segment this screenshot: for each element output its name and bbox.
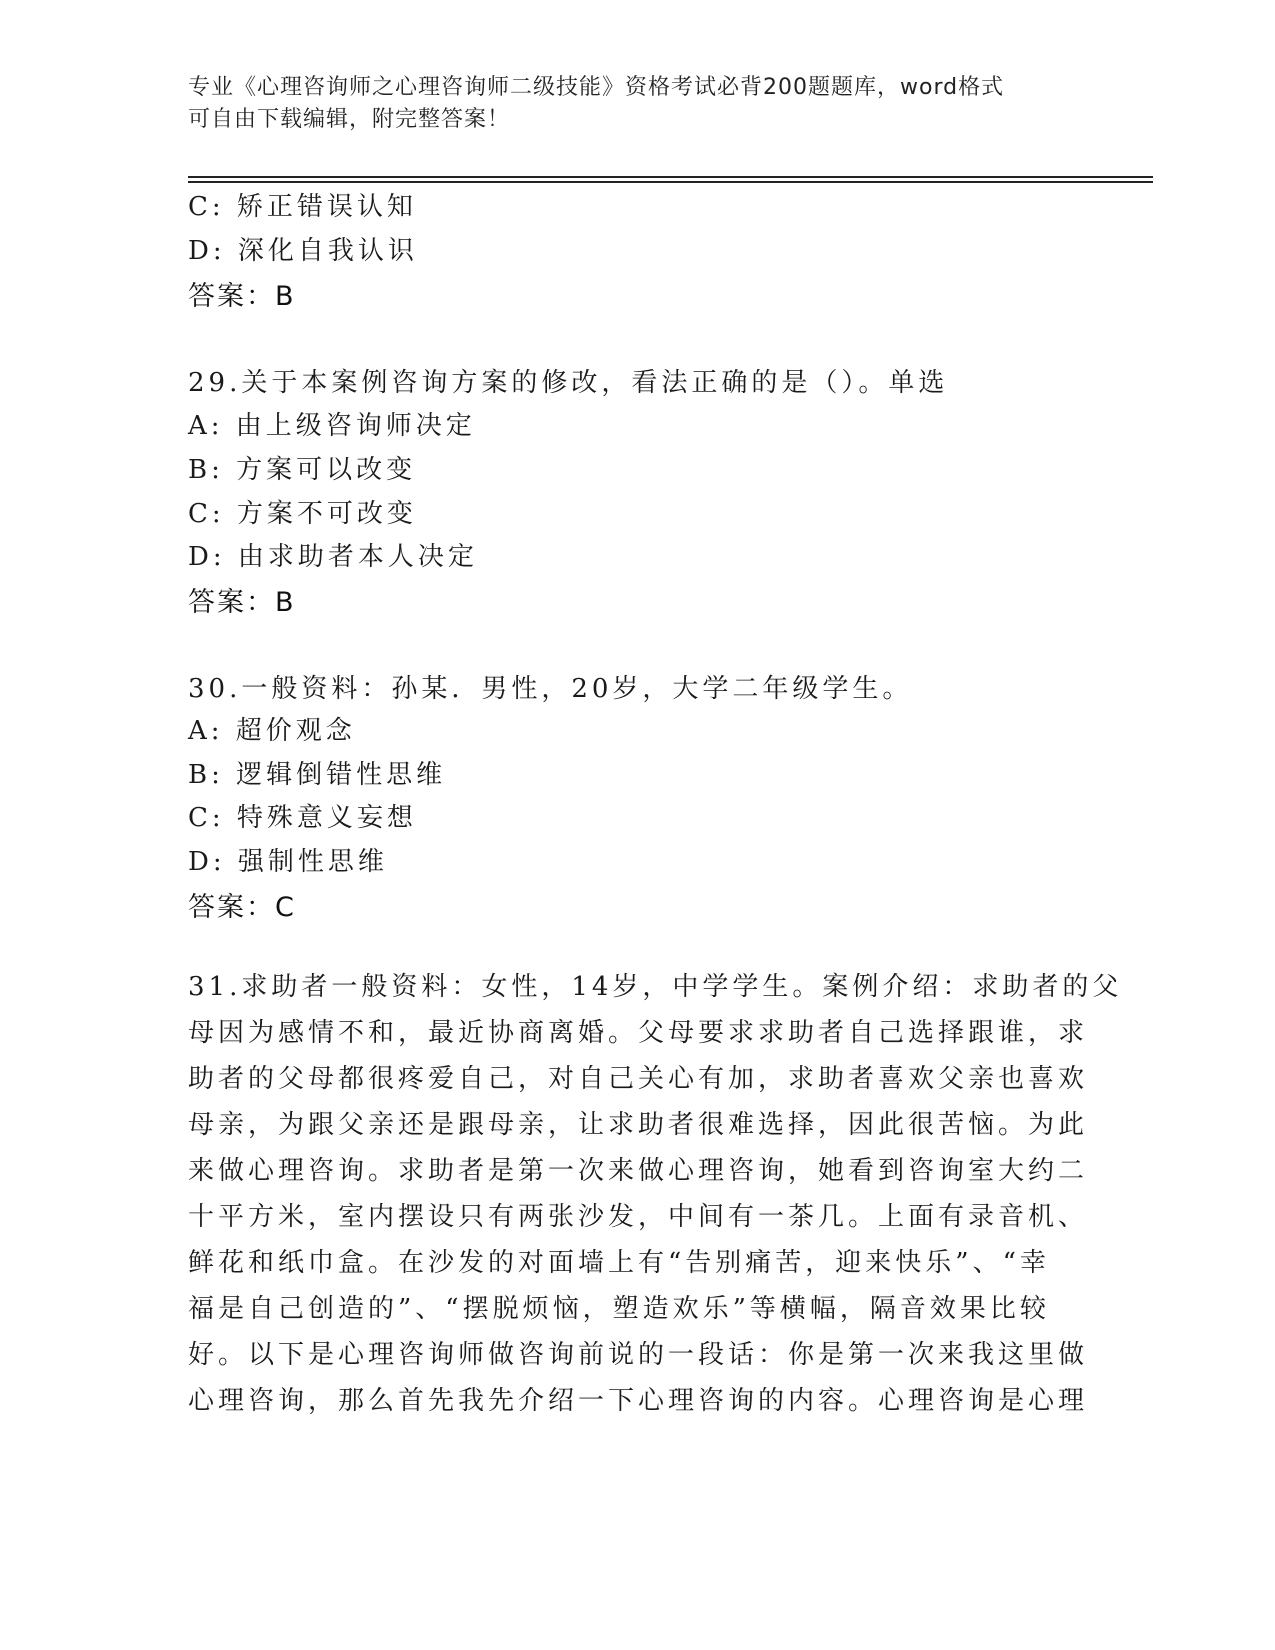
q31-line: 助者的父母都很疼爱自己，对自己关心有加，求助者喜欢父亲也喜欢 [188,1064,1089,1094]
header-divider-bottom [188,181,1153,183]
q28-option-c: C: 矫正错误认知 [188,192,417,222]
q31-line: 鲜花和纸巾盒。在沙发的对面墙上有“告别痛苦，迎来快乐”、“幸 [188,1248,1050,1278]
q31-line: 好。以下是心理咨询师做咨询前说的一段话：你是第一次来我这里做 [188,1340,1089,1370]
q28-option-d: D: 深化自我认识 [188,236,418,266]
q30-option-a: A: 超价观念 [188,716,356,746]
q31-paragraph [188,964,1123,1424]
q31-line: 母因为感情不和，最近协商离婚。父母要求求助者自己选择跟谁，求 [188,1018,1089,1048]
q29-option-b: B: 方案可以改变 [188,455,417,485]
header-line-1: 专业《心理咨询师之心理咨询师二级技能》资格考试必背200题题库，word格式 [188,75,1005,100]
q30-option-b: B: 逻辑倒错性思维 [188,760,447,790]
q31-line: 来做心理咨询。求助者是第一次来做心理咨询，她看到咨询室大约二 [188,1156,1089,1186]
q29-option-d: D: 由求助者本人决定 [188,542,478,572]
header-line-2: 可自由下载编辑，附完整答案！ [188,107,511,132]
q28-answer: 答案：B [188,281,296,312]
document-header [188,72,1068,136]
q30-answer: 答案：C [188,892,296,923]
q31-line: 十平方米，室内摆设只有两张沙发，中间有一茶几。上面有录音机、 [188,1202,1089,1232]
q31-line: 31.求助者一般资料：女性，14岁，中学学生。案例介绍：求助者的父 [188,972,1123,1002]
q31-line: 心理咨询，那么首先我先介绍一下心理咨询的内容。心理咨询是心理 [188,1386,1089,1416]
q31-line: 福是自己创造的”、“摆脱烦恼，塑造欢乐”等横幅，隔音效果比较 [188,1294,1050,1324]
q30-question: 30.一般资料：孙某．男性，20岁，大学二年级学生。 [188,674,913,704]
q30-option-d: D: 强制性思维 [188,847,388,877]
q29-option-a: A: 由上级咨询师决定 [188,411,476,441]
q29-question: 29.关于本案例咨询方案的修改，看法正确的是（）。单选 [188,368,949,398]
q31-line: 母亲，为跟父亲还是跟母亲，让求助者很难选择，因此很苦恼。为此 [188,1110,1089,1140]
q29-option-c: C: 方案不可改变 [188,499,417,529]
q29-answer: 答案：B [188,587,296,618]
header-divider-top [188,176,1153,178]
q30-option-c: C: 特殊意义妄想 [188,803,417,833]
